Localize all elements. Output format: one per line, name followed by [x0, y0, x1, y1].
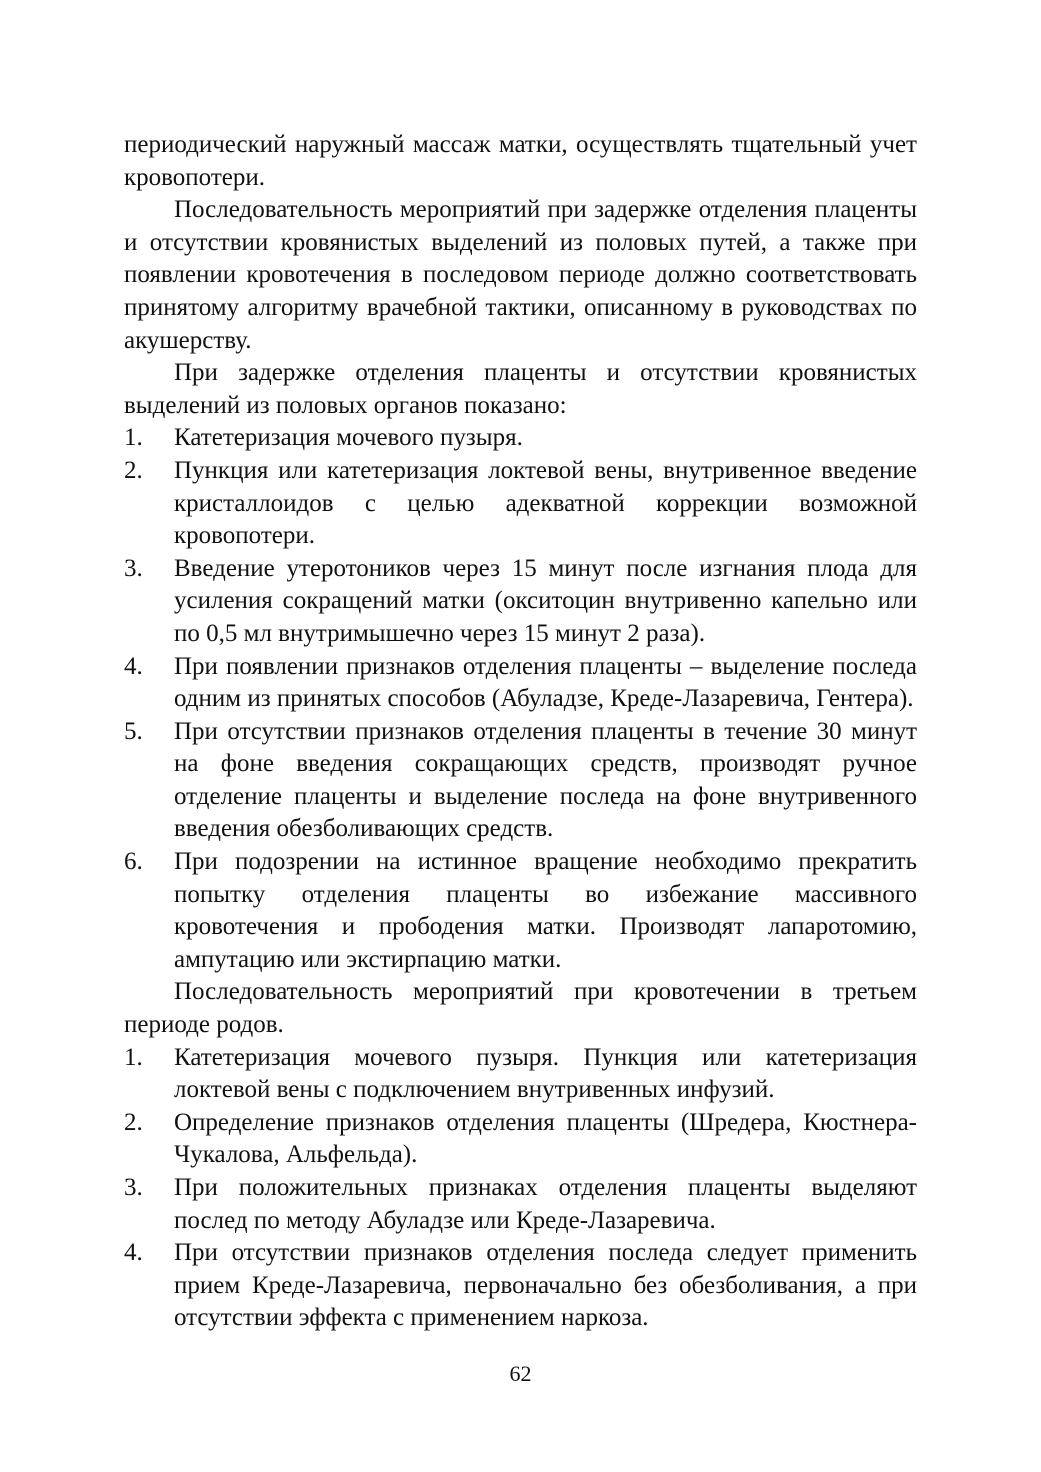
list-item-number: 6. [124, 848, 143, 876]
paragraph-indications-intro: При задержке отделения плаценты и отсутствии кровянистых выделений из половых органов показано: [124, 359, 917, 419]
list-item-number: 4. [124, 652, 143, 680]
list-item-text: При положительных признаках отделения плаценты выделяют послед по методу Абуладзе или Креде-Лазаревича. [174, 1174, 917, 1234]
list-item-text: Катетеризация мочевого пузыря. Пункция или катетеризация локтевой вены с подключением внутривенных инфузий. [174, 1043, 917, 1104]
list-item-text: При отсутствии признаков отделения плаценты в течение 30 минут на фоне введения сокращающих средств, производят ручное отделение плаценты и выделение последа на фоне внутривенного введения обезболивающих средств. [174, 717, 917, 843]
list-item [124, 651, 917, 716]
list-item-text: При отсутствии признаков отделения последа следует применить прием Креде-Лазаревича, первоначально без обезболивания, а при отсутствии эффекта с применением наркоза. [174, 1239, 917, 1332]
list-item-number: 1. [124, 1043, 143, 1071]
list-item [124, 422, 917, 455]
list-item-text: При появлении признаков отделения плаценты – выделение последа одним из принятых способов (Абуладзе, Креде-Лазаревича, Гентера). [174, 652, 917, 713]
list-item-number: 4. [124, 1239, 143, 1267]
list-indications [124, 422, 917, 976]
page-number: 62 [509, 1361, 532, 1386]
list-item-number: 2. [124, 1108, 143, 1136]
paragraph-sequence-intro: Последовательность мероприятий при задержке отделения плаценты и отсутствии кровянистых выделений из половых путей, а также при появлении кровотечения в последовом периоде должно соответствовать принятому алгоритму врачебной тактики, описанному в руководствах по акушерству. [124, 196, 917, 354]
list-item [124, 1172, 917, 1237]
paragraph-third-stage-intro: Последовательность мероприятий при кровотечении в третьем периоде родов. [124, 978, 917, 1039]
list-item-text: Введение утеротоников через 15 минут после изгнания плода для усиления сокращений матки (окситоцин внутривенно капельно или по 0,5 мл внутримышечно через 15 минут 2 раза). [174, 554, 917, 647]
list-item-text: Пункция или катетеризация локтевой вены, внутривенное введение кристаллоидов с целью адекватной коррекции возможной кровопотери. [174, 456, 917, 550]
list-item [124, 1042, 917, 1107]
list-item [124, 553, 917, 651]
list-item-text: Определение признаков отделения плаценты (Шредера, Кюстнера-Чукалова, Альфельда). [174, 1108, 917, 1169]
list-item [124, 1107, 917, 1172]
list-item [124, 455, 917, 553]
list-item-number: 3. [124, 554, 143, 582]
list-item-number: 3. [124, 1174, 143, 1201]
list-third-stage [124, 1042, 917, 1335]
paragraph-continuation: периодический наружный массаж матки, осуществлять тщательный учет кровопотери. [124, 131, 917, 191]
list-item-text: Катетеризация мочевого пузыря. [174, 424, 523, 452]
list-item [124, 716, 917, 846]
page-body [124, 129, 917, 1335]
list-item [124, 1237, 917, 1335]
list-item [124, 846, 917, 976]
list-item-number: 2. [124, 456, 143, 484]
list-item-text: При подозрении на истинное вращение необходимо прекратить попытку отделения плаценты во избежание массивного кровотечения и прободения матки. Производят лапаротомию, ампутацию или экстирпацию матки. [174, 848, 917, 973]
list-item-number: 5. [124, 717, 143, 745]
list-item-number: 1. [124, 424, 143, 452]
